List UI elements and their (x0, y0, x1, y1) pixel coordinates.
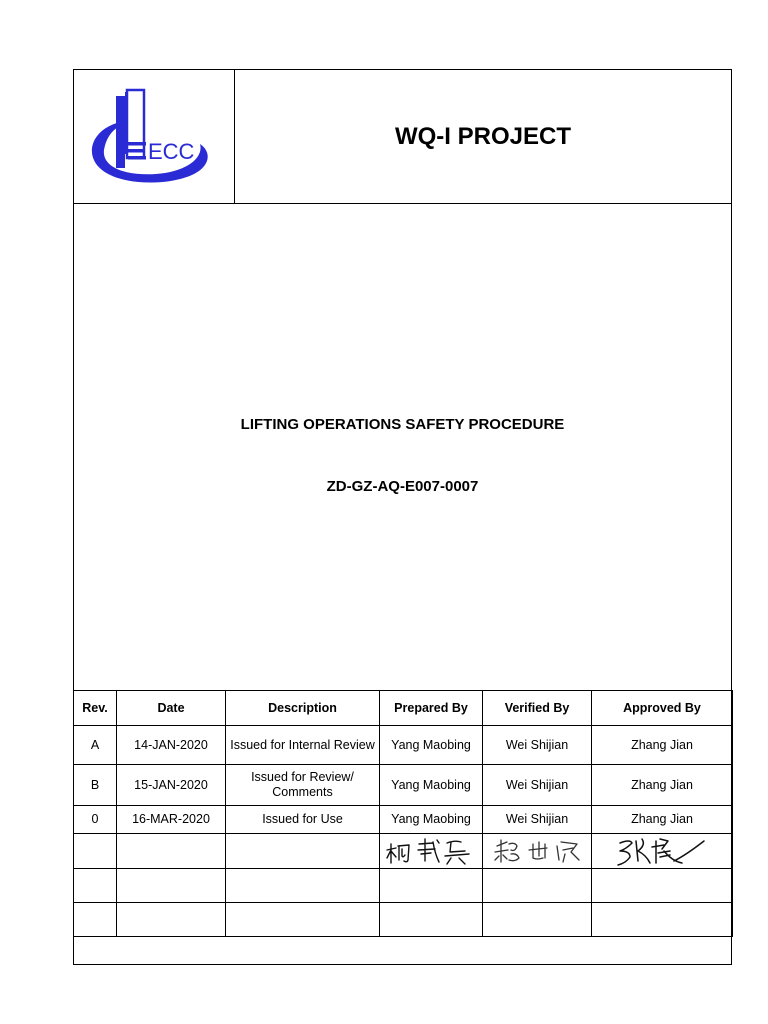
empty-cell (483, 903, 592, 937)
empty-cell (592, 903, 733, 937)
date-cell: 14-JAN-2020 (117, 726, 226, 765)
logo-text: ECC (148, 139, 195, 164)
revision-table (73, 690, 733, 937)
rev-cell: B (74, 765, 117, 806)
table-row (74, 869, 733, 903)
verified-by-cell: Wei Shijian (483, 765, 592, 806)
empty-cell (483, 869, 592, 903)
signature-row (74, 834, 733, 869)
description-cell: Issued for Review/ Comments (226, 765, 380, 806)
column-header-rev: Rev. (74, 691, 117, 726)
empty-cell (592, 869, 733, 903)
column-header-date: Date (117, 691, 226, 726)
approved-by-cell: Zhang Jian (592, 806, 733, 834)
document-header (74, 70, 731, 204)
prepared-by-signature (385, 836, 477, 866)
table-row (74, 903, 733, 937)
verified-by-cell: Wei Shijian (483, 726, 592, 765)
empty-cell (117, 903, 226, 937)
rev-cell: 0 (74, 806, 117, 834)
document-title: LIFTING OPERATIONS SAFETY PROCEDURE (240, 416, 565, 433)
verified-by-signature-cell (483, 834, 592, 869)
revision-header-row (74, 691, 733, 726)
prepared-by-cell: Yang Maobing (380, 765, 483, 806)
empty-cell (380, 903, 483, 937)
approved-by-signature (612, 835, 712, 867)
empty-cell (74, 869, 117, 903)
date-cell: 15-JAN-2020 (117, 765, 226, 806)
empty-cell (117, 834, 226, 869)
column-header-approved-by: Approved By (592, 691, 733, 726)
column-header-verified-by: Verified By (483, 691, 592, 726)
rev-cell: A (74, 726, 117, 765)
empty-cell (226, 834, 380, 869)
prepared-by-cell: Yang Maobing (380, 726, 483, 765)
document-page (73, 69, 732, 965)
document-number: ZD-GZ-AQ-E007-0007 (326, 478, 479, 495)
empty-cell (226, 903, 380, 937)
empty-cell (74, 834, 117, 869)
empty-cell (74, 903, 117, 937)
approved-by-signature-cell (592, 834, 733, 869)
verified-by-cell: Wei Shijian (483, 806, 592, 834)
company-logo (82, 86, 212, 191)
empty-cell (226, 869, 380, 903)
project-title: WQ-I PROJECT (394, 122, 571, 150)
empty-cell (380, 869, 483, 903)
verified-by-signature (491, 836, 583, 866)
table-row (74, 765, 733, 806)
description-cell: Issued for Internal Review (226, 726, 380, 765)
empty-cell (117, 869, 226, 903)
logo-cell (74, 70, 235, 203)
description-cell: Issued for Use (226, 806, 380, 834)
approved-by-cell: Zhang Jian (592, 765, 733, 806)
approved-by-cell: Zhang Jian (592, 726, 733, 765)
table-row (74, 806, 733, 834)
date-cell: 16-MAR-2020 (117, 806, 226, 834)
prepared-by-signature-cell (380, 834, 483, 869)
table-row (74, 726, 733, 765)
column-header-prepared-by: Prepared By (380, 691, 483, 726)
prepared-by-cell: Yang Maobing (380, 806, 483, 834)
column-header-description: Description (226, 691, 380, 726)
